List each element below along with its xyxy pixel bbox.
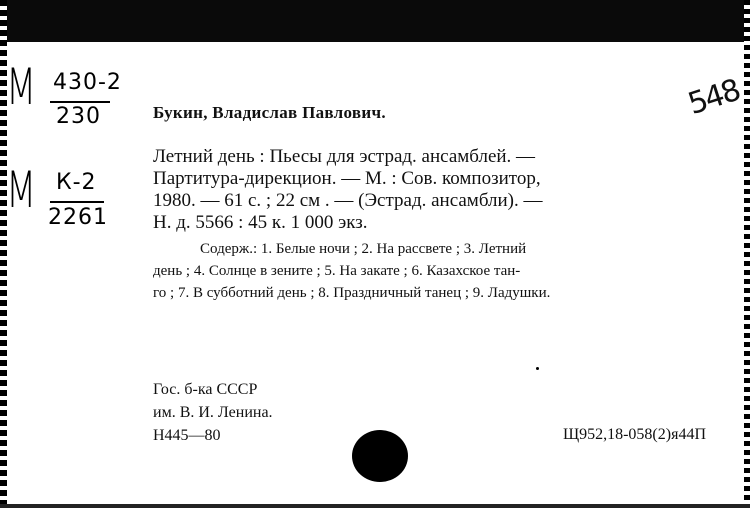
library-line: Н445—80 [153, 427, 221, 444]
contents-note-continued [153, 260, 705, 304]
scan-border-bottom [0, 504, 750, 508]
shelf-mark-letter-2: М [6, 161, 37, 219]
library-line: Гос. б-ка СССР [153, 381, 258, 398]
shelf-mark-1-divider [50, 101, 110, 103]
classification-code: Щ952,18-058(2)я44П [562, 426, 706, 443]
contents-line: го ; 7. В субботний день ; 8. Праздничный танец ; 9. Ладушки. [153, 285, 551, 301]
shelf-mark-number-1-top: 430-2 [53, 70, 122, 95]
card-punch-hole [352, 430, 408, 482]
shelf-mark-2-divider [50, 201, 104, 203]
shelf-mark-letter-1: М [6, 58, 37, 116]
contents-line: Содерж.: 1. Белые ночи ; 2. На рассвете ; 3. Летний [200, 241, 527, 257]
contents-line: день ; 4. Солнце в зените ; 5. На закате ; 6. Казахское тан- [153, 263, 521, 279]
shelf-mark-number-2-bottom: 2261 [48, 205, 108, 230]
description-line: Партитура-дирекцион. — М. : Сов. композитор, [153, 168, 541, 189]
speck [536, 367, 539, 370]
bibliographic-description [153, 146, 705, 234]
author-heading: Букин, Владислав Павлович. [153, 103, 386, 122]
library-line: им. В. И. Ленина. [153, 404, 273, 421]
description-line: Летний день : Пьесы для эстрад. ансамблей. — [153, 146, 536, 167]
scan-border-top [0, 0, 750, 42]
description-line: Н. д. 5566 : 45 к. 1 000 экз. [153, 212, 368, 233]
shelf-mark-number-1-bottom: 230 [56, 104, 101, 129]
contents-note [200, 238, 705, 260]
scan-border-right [744, 0, 750, 508]
library-imprint [153, 378, 273, 447]
shelf-mark-number-2-top: К-2 [56, 170, 97, 195]
corner-handwritten-number: 548 [683, 72, 744, 123]
description-line: 1980. — 61 с. ; 22 см . — (Эстрад. ансамбли). — [153, 190, 543, 211]
